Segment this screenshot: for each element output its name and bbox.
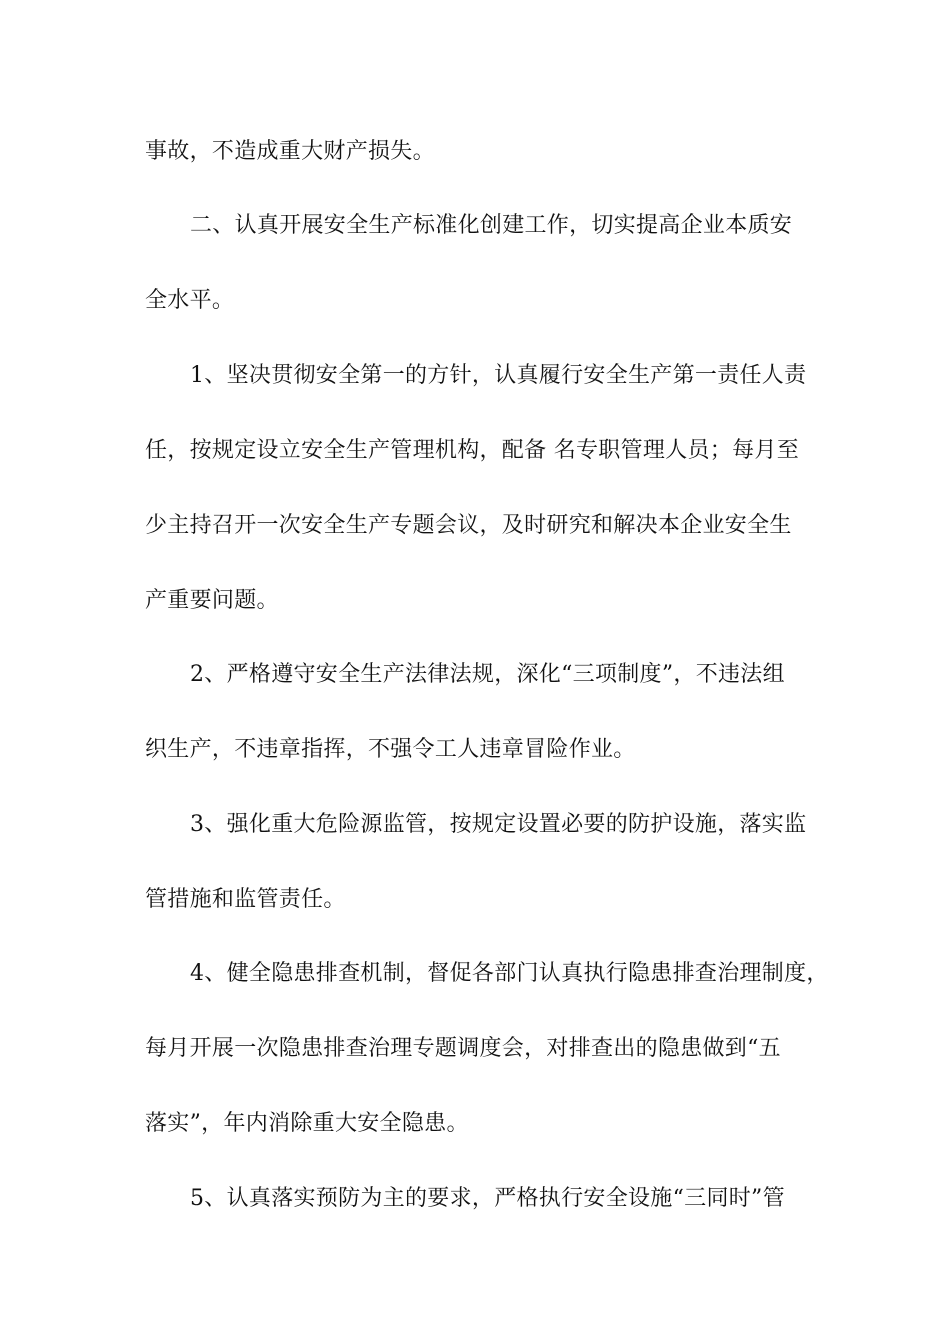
section-heading-2: 二、认真开展安全生产标准化创建工作，切实提高企业本质安 bbox=[190, 213, 793, 238]
text-line-1: 事故，不造成重大财产损失。 bbox=[145, 139, 435, 164]
text-line-3: 全水平。 bbox=[145, 288, 235, 313]
list-item-1-line-3: 少主持召开一次安全生产专题会议，及时研究和解决本企业安全生 bbox=[145, 513, 792, 538]
list-item-3-line-2: 管措施和监管责任。 bbox=[145, 887, 346, 912]
list-item-1-line-2: 任，按规定设立安全生产管理机构，配备 名专职管理人员；每月至 bbox=[145, 438, 799, 463]
list-item-4-line-3: 落实”，年内消除重大安全隐患。 bbox=[145, 1111, 469, 1136]
list-item-1-line-4: 产重要问题。 bbox=[145, 588, 279, 613]
list-item-2-line-1: 2、严格遵守安全生产法律法规，深化“三项制度”，不违法组 bbox=[190, 662, 785, 687]
list-item-4-line-2: 每月开展一次隐患排查治理专题调度会，对排查出的隐患做到“五 bbox=[145, 1036, 781, 1061]
list-item-2-line-2: 织生产，不违章指挥，不强令工人违章冒险作业。 bbox=[145, 737, 636, 762]
list-item-1-line-1: 1、坚决贯彻安全第一的方针，认真履行安全生产第一责任人责 bbox=[190, 363, 807, 388]
list-item-4-line-1: 4、健全隐患排查机制，督促各部门认真执行隐患排查治理制度， bbox=[190, 961, 829, 986]
list-item-5-line-1: 5、认真落实预防为主的要求，严格执行安全设施“三同时”管 bbox=[190, 1186, 785, 1211]
list-item-3-line-1: 3、强化重大危险源监管，按规定设置必要的防护设施，落实监 bbox=[190, 812, 807, 837]
